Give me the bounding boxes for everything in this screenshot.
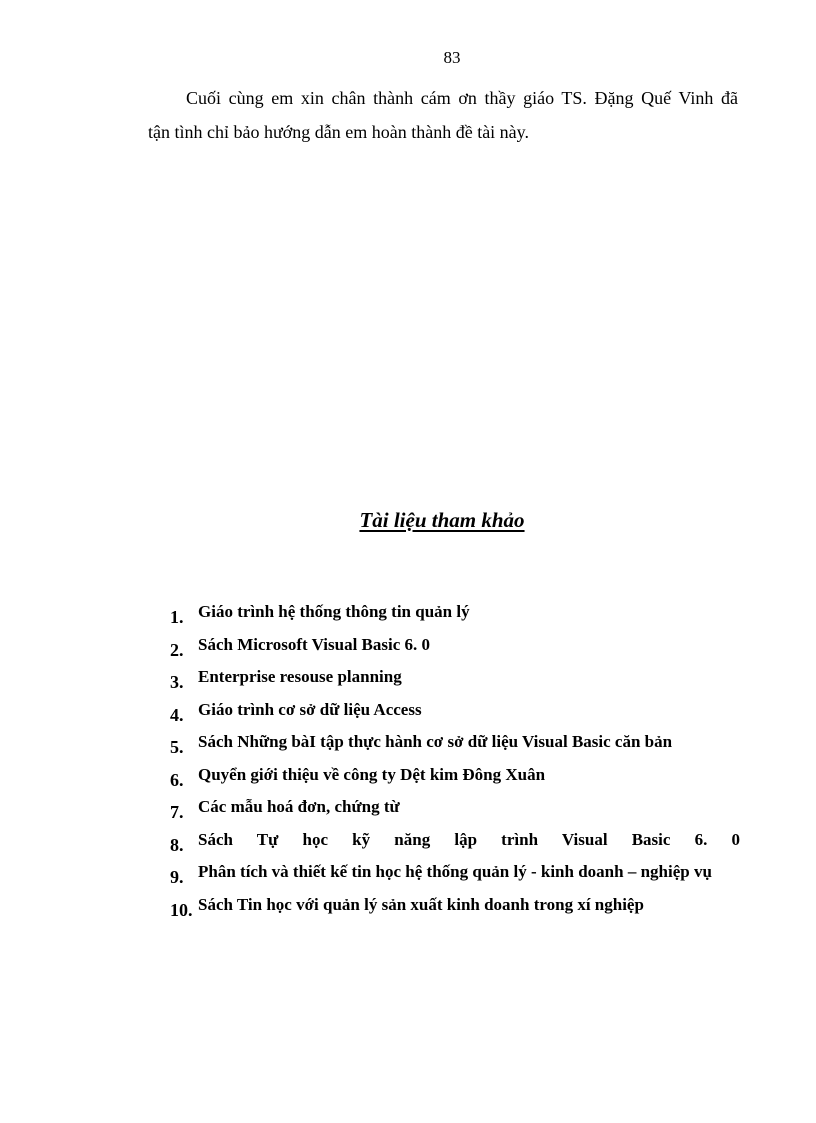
reference-item (170, 726, 740, 759)
reference-number: 2. (170, 639, 184, 660)
reference-text: Enterprise resouse planning (198, 667, 402, 686)
reference-item (170, 694, 740, 727)
reference-item (170, 791, 740, 824)
reference-number: 4. (170, 704, 184, 725)
reference-text: Giáo trình cơ sở dữ liệu Access (198, 699, 422, 719)
reference-text: Các mẫu hoá đơn, chứng từ (198, 797, 400, 816)
reference-item (170, 889, 740, 922)
reference-text: Sách Tin học với quản lý sản xuất kinh doanh trong xí nghiệp (198, 894, 644, 914)
reference-number: 1. (170, 607, 184, 627)
page-number: 83 (443, 48, 461, 67)
reference-number: 6. (170, 769, 184, 790)
reference-number: 5. (170, 737, 184, 757)
reference-text: Sách Microsoft Visual Basic 6. 0 (198, 634, 431, 654)
closing-paragraph (148, 81, 738, 149)
reference-text: Sách Tự học kỹ năng lập trình Visual Basic 6. 0 (198, 829, 740, 849)
reference-item (170, 856, 740, 889)
reference-number: 10. (170, 899, 193, 920)
reference-number: 9. (170, 867, 184, 887)
reference-item (170, 596, 740, 629)
references-list (170, 596, 740, 921)
reference-item (170, 661, 740, 694)
reference-text: Quyển giới thiệu về công ty Dệt kim Đông Xuân (198, 764, 546, 784)
reference-text: Giáo trình hệ thống thông tin quản lý (198, 602, 470, 621)
closing-line-1: Cuối cùng em xin chân thành cám ơn thầy giáo TS. Đặng Quế Vinh đã (186, 88, 738, 108)
reference-item (170, 824, 740, 857)
reference-number: 7. (170, 802, 184, 822)
reference-item (170, 759, 740, 792)
reference-number: 3. (170, 672, 184, 692)
references-title: Tài liệu tham khảo (359, 508, 525, 532)
reference-text: Phân tích và thiết kế tin học hệ thống quản lý - kinh doanh – nghiệp vụ (198, 862, 712, 881)
reference-item (170, 629, 740, 662)
reference-number: 8. (170, 834, 184, 855)
closing-line-2: tận tình chỉ bảo hướng dẫn em hoàn thành đề tài này. (148, 122, 530, 142)
reference-text: Sách Những bàI tập thực hành cơ sở dữ liệu Visual Basic căn bản (198, 732, 673, 751)
